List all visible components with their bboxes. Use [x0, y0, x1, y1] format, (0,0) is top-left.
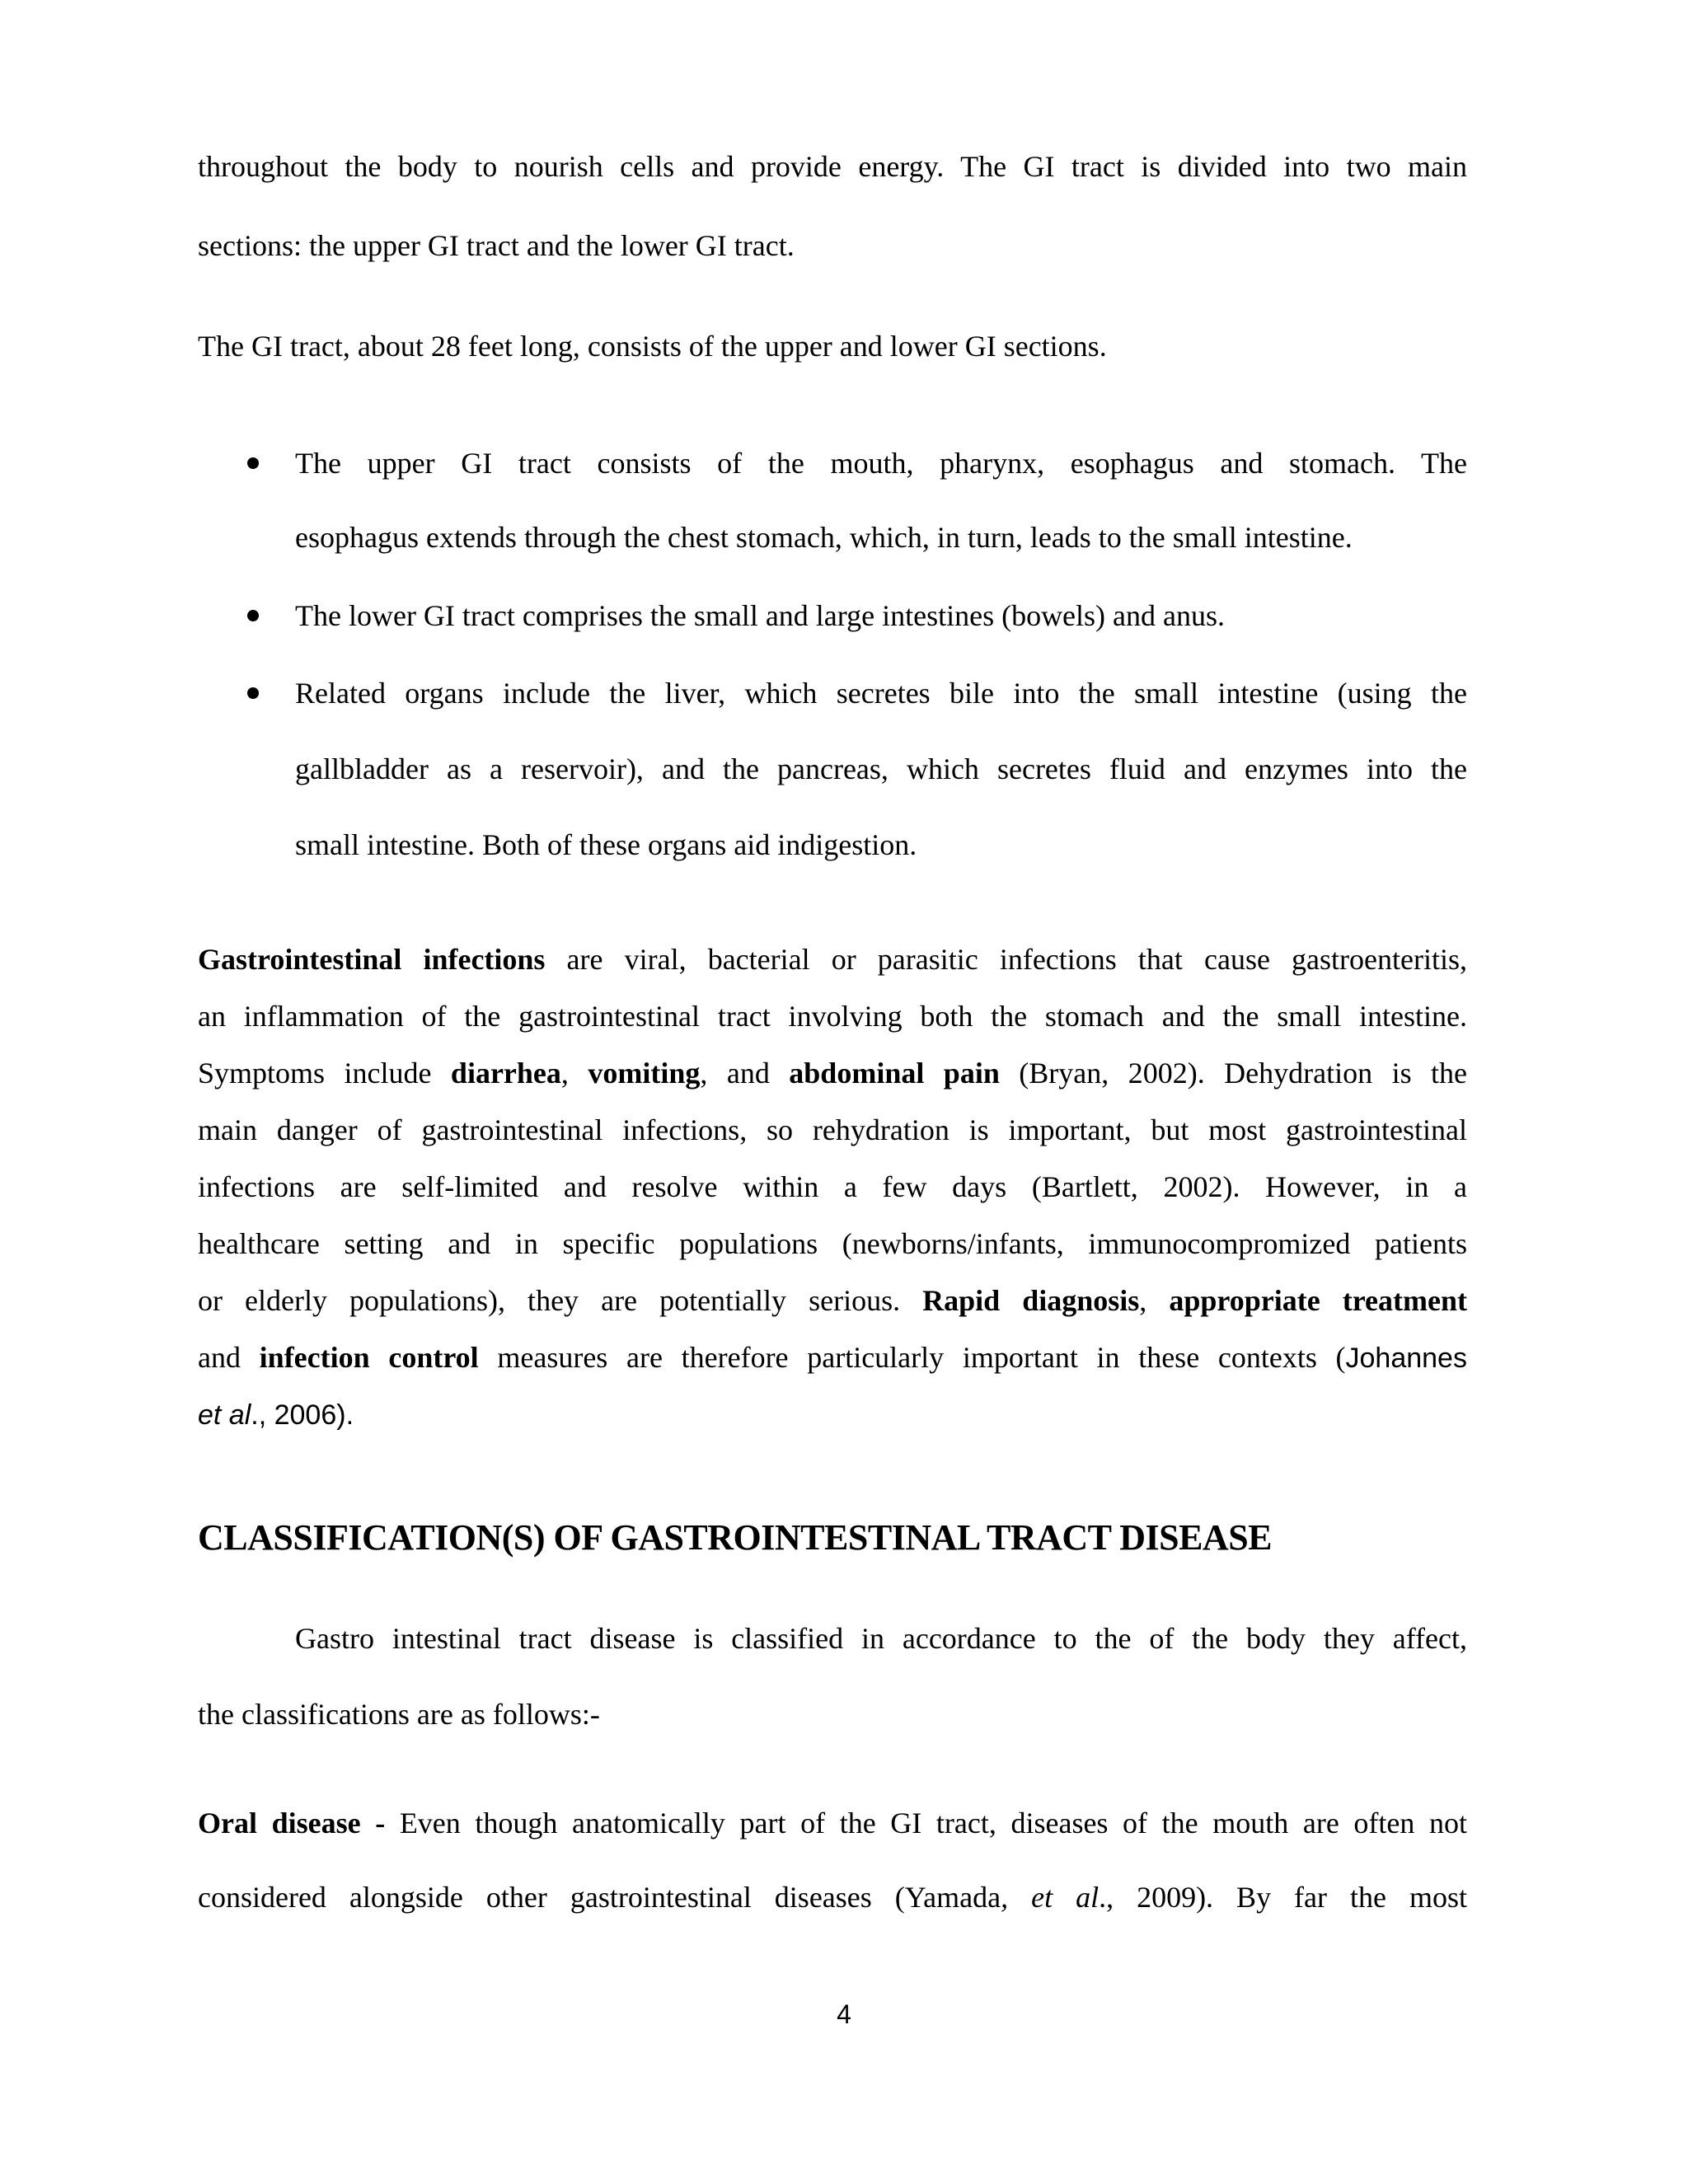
- intro-line-2: sections: the upper GI tract and the lower GI tract.: [198, 229, 795, 262]
- bullet-2-line-1: The lower GI tract comprises the small and large intestines (bowels) and anus.: [295, 599, 1226, 632]
- classification-line-2: the classifications are as follows:-: [198, 1698, 600, 1731]
- bold-term: vomiting: [588, 1057, 701, 1090]
- intro-line-1: throughout the body to nourish cells and provide energy. The GI tract is divided into two main: [198, 150, 1467, 183]
- citation-etal: , et al: [1001, 1881, 1100, 1914]
- text-run: considered alongside other gastrointestinal diseases (Yamada: [198, 1881, 1001, 1914]
- bold-term: Oral disease -: [198, 1807, 400, 1840]
- bold-term: Rapid diagnosis: [922, 1284, 1140, 1317]
- bullet-icon: [247, 457, 259, 469]
- citation-etal: et al: [198, 1399, 251, 1431]
- text-run: ,: [1139, 1284, 1170, 1317]
- page-number: 4: [837, 1999, 851, 2029]
- infections-line-9: [198, 1396, 1467, 1433]
- bold-term: diarrhea: [450, 1057, 561, 1090]
- bullet-3-line-2: gallbladder as a reservoir), and the pancreas, which secretes fluid and enzymes into the: [295, 752, 1467, 785]
- bullet-icon: [247, 610, 259, 621]
- oral-disease-line-1: [198, 1805, 1467, 1841]
- text-run: Even though anatomically part of the GI tract, diseases of the mouth are often not: [399, 1807, 1467, 1840]
- text-run: measures are therefore particularly important in these contexts (: [478, 1341, 1346, 1374]
- infections-line-1: [198, 941, 1467, 977]
- citation-year: ., 2006).: [251, 1399, 354, 1431]
- bold-term: infection control: [259, 1341, 479, 1374]
- text-run: ,: [560, 1057, 588, 1090]
- text-run: are viral, bacterial or parasitic infections that cause gastroenteritis,: [545, 943, 1467, 976]
- bold-term: appropriate treatment: [1169, 1284, 1467, 1317]
- bullet-icon: [247, 687, 259, 699]
- infections-line-7: [198, 1282, 1467, 1319]
- infections-line-3: [198, 1055, 1467, 1091]
- intro-line-3: The GI tract, about 28 feet long, consists of the upper and lower GI sections.: [198, 330, 1107, 363]
- infections-line-8: [198, 1339, 1467, 1376]
- infections-line-4: main danger of gastrointestinal infections, so rehydration is important, but most gastrointestinal: [198, 1113, 1467, 1146]
- bullet-1-line-1: The upper GI tract consists of the mouth, pharynx, esophagus and stomach. The: [295, 447, 1467, 480]
- text-run: and: [198, 1341, 260, 1374]
- text-run: , and: [700, 1057, 790, 1090]
- infections-line-5: infections are self-limited and resolve within a few days (Bartlett, 2002). However, in a: [198, 1170, 1467, 1203]
- text-run: (Bryan, 2002). Dehydration is the: [999, 1057, 1468, 1090]
- section-heading: CLASSIFICATION(S) OF GASTROINTESTINAL TRACT DISEASE: [198, 1517, 1273, 1558]
- text-run: ., 2009). By far the most: [1099, 1881, 1468, 1914]
- bullet-3-line-1: Related organs include the liver, which secretes bile into the small intestine (using the: [295, 677, 1467, 710]
- infections-line-6: healthcare setting and in specific populations (newborns/infants, immunocompromized patients: [198, 1227, 1467, 1260]
- classification-line-1: Gastro intestinal tract disease is classified in accordance to the of the body they affect,: [295, 1622, 1467, 1655]
- text-run: or elderly populations), they are potentially serious.: [198, 1284, 923, 1317]
- bold-term: Gastrointestinal infections: [198, 943, 546, 976]
- bullet-3-line-3: small intestine. Both of these organs aid indigestion.: [295, 828, 917, 861]
- bold-term: abdominal pain: [789, 1057, 1000, 1090]
- text-run: Symptoms include: [198, 1057, 451, 1090]
- infections-line-2: an inflammation of the gastrointestinal tract involving both the stomach and the small intestine.: [198, 1000, 1467, 1033]
- citation-author: Johannes: [1345, 1343, 1467, 1374]
- oral-disease-line-2: [198, 1879, 1467, 1915]
- bullet-1-line-2: esophagus extends through the chest stomach, which, in turn, leads to the small intestine.: [295, 521, 1353, 554]
